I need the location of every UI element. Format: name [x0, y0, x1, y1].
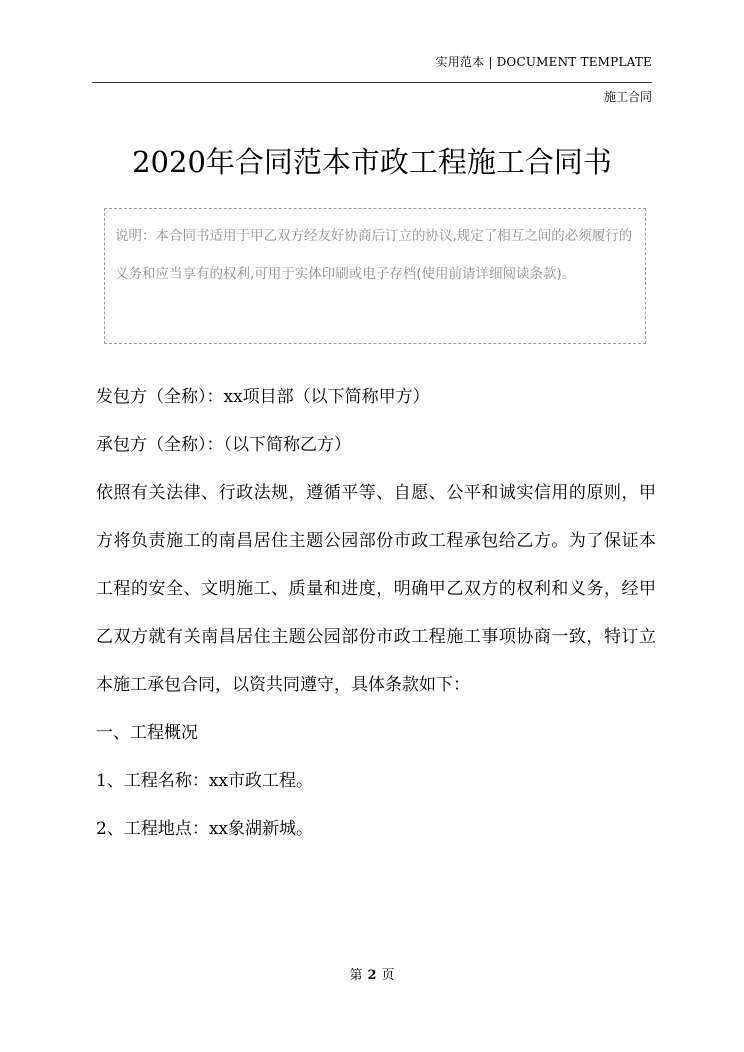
header-category-label: 施工合同 — [603, 90, 652, 104]
party-a-line: 发包方（全称）：xx项目部（以下简称甲方） — [96, 387, 430, 407]
project-name-item: 1、工程名称：xx市政工程。 — [96, 771, 313, 791]
page-number-prefix: 第 — [349, 968, 363, 983]
page-number: 2 — [367, 968, 377, 983]
party-b-line: 承包方（全称）：（以下简称乙方） — [96, 435, 351, 455]
document-title: 2020年合同范本市政工程施工合同书 — [132, 145, 612, 179]
header-divider — [92, 82, 652, 83]
header-document-template-label: 实用范本 | DOCUMENT TEMPLATE — [435, 55, 652, 69]
usage-notice-box: 说明：本合同书适用于甲乙双方经友好协商后订立的协议,规定了相互之间的必须履行的义务和应当享有的权利,可用于实体印刷或电子存档(使用前请详细阅读条款)。 — [104, 208, 646, 344]
intro-paragraph: 依照有关法律、行政法规，遵循平等、自愿、公平和诚实信用的原则，甲方将负责施工的南昌居住主题公园部份市政工程承包给乙方。为了保证本工程的安全、文明施工、质量和进度，明确甲乙双方的权利和义务，经甲乙双方就有关南昌居住主题公园部份市政工程施工事项协商一致，特订立本施工承包合同，以资共同遵守，具体条款如下： — [96, 483, 656, 695]
contract-body — [96, 373, 656, 853]
page-footer — [0, 964, 744, 983]
section-heading-project-overview: 一、工程概况 — [96, 723, 198, 743]
page-number-suffix: 页 — [381, 968, 395, 983]
project-location-item: 2、工程地点：xx象湖新城。 — [96, 819, 313, 839]
